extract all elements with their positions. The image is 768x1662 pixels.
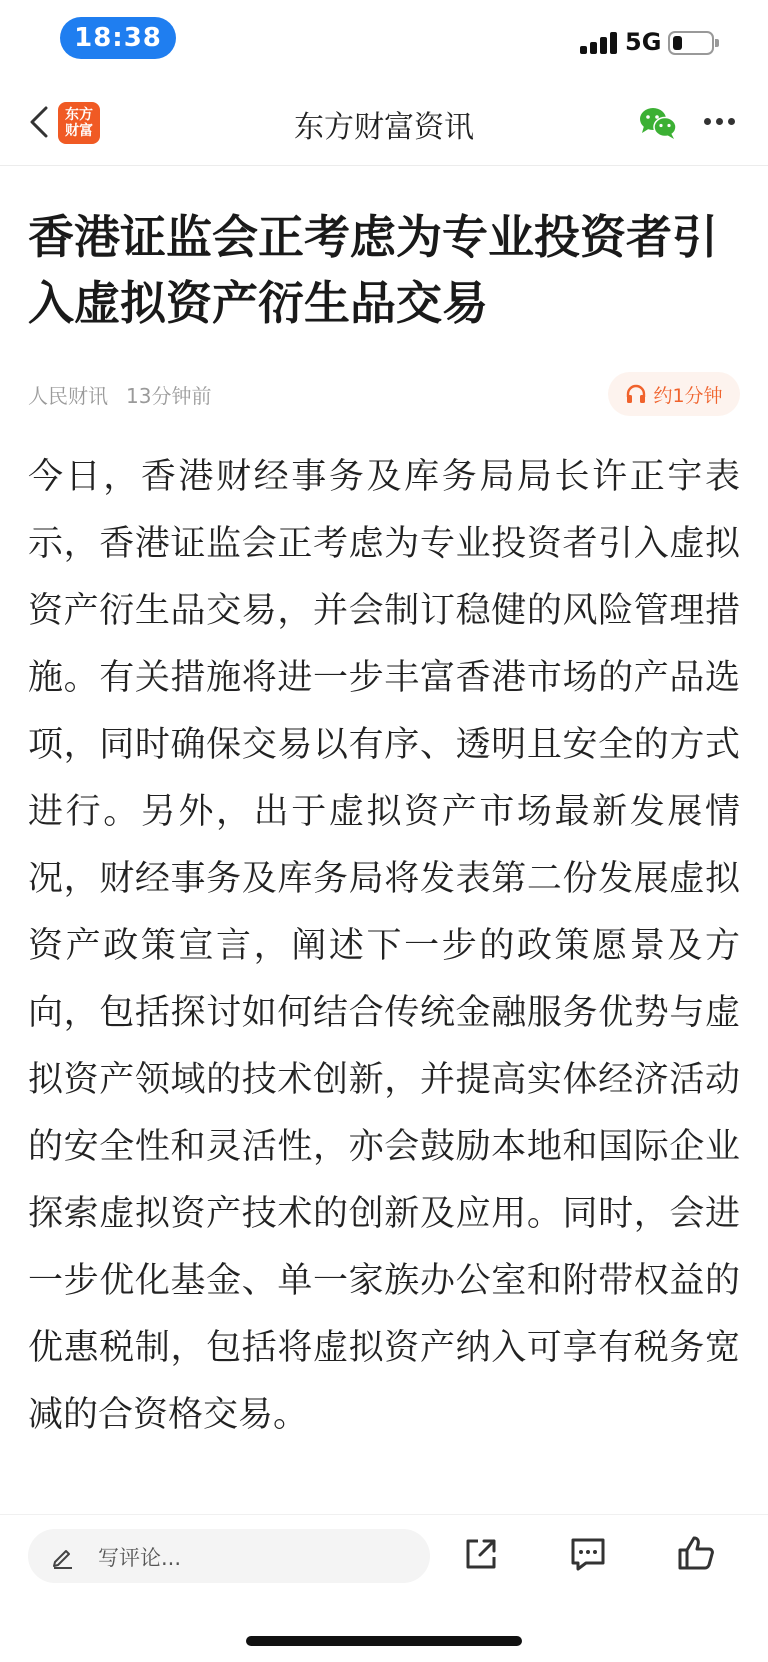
comment-placeholder: 写评论... (98, 1546, 182, 1570)
article-time: 13分钟前 (126, 384, 212, 408)
pen-icon (50, 1543, 76, 1569)
battery-icon (668, 31, 714, 55)
wechat-icon[interactable] (638, 106, 678, 140)
listen-button[interactable] (608, 372, 740, 416)
status-bar (0, 0, 768, 80)
headphones-icon (625, 383, 647, 405)
article-source[interactable]: 人民财讯 (28, 384, 108, 408)
comment-input[interactable] (28, 1529, 430, 1583)
signal-icon (580, 30, 622, 54)
like-icon[interactable] (676, 1533, 716, 1573)
status-time: 18:38 (60, 17, 176, 59)
network-type: 5G (625, 28, 662, 56)
listen-duration: 约1分钟 (653, 384, 723, 407)
article-meta (28, 380, 211, 409)
bottom-bar (0, 1514, 768, 1600)
comments-icon[interactable] (568, 1535, 608, 1573)
article-title: 香港证监会正考虑为专业投资者引入虚拟资产衍生品交易 (28, 210, 718, 330)
nav-title: 东方财富资讯 (294, 110, 474, 145)
home-indicator[interactable] (246, 1636, 522, 1646)
app-logo-text: 东方财富 (65, 107, 93, 139)
article-body: 今日，香港财经事务及库务局局长许正宇表示，香港证监会正考虑为专业投资者引入虚拟资产衍生品交易，并会制订稳健的风险管理措施。有关措施将进一步丰富香港市场的产品选项，同时确保交易以有序、透明且安全的方式进行。另外，出于虚拟资产市场最新发展情况，财经事务及库务局将发表第二份发展虚拟资产政策宣言，阐述下一步的政策愿景及方向，包括探讨如何结合传统金融服务优势与虚拟资产领域的技术创新，并提高实体经济活动的安全性和灵活性，亦会鼓励本地和国际企业探索虚拟资产技术的创新及应用。同时，会进一步优化基金、单一家族办公室和附带权益的优惠税制，包括将虚拟资产纳入可享有税务宽减的合资格交易。 (28, 457, 740, 1435)
more-icon[interactable] (704, 118, 738, 128)
share-icon[interactable] (462, 1535, 500, 1573)
nav-bar (0, 80, 768, 166)
